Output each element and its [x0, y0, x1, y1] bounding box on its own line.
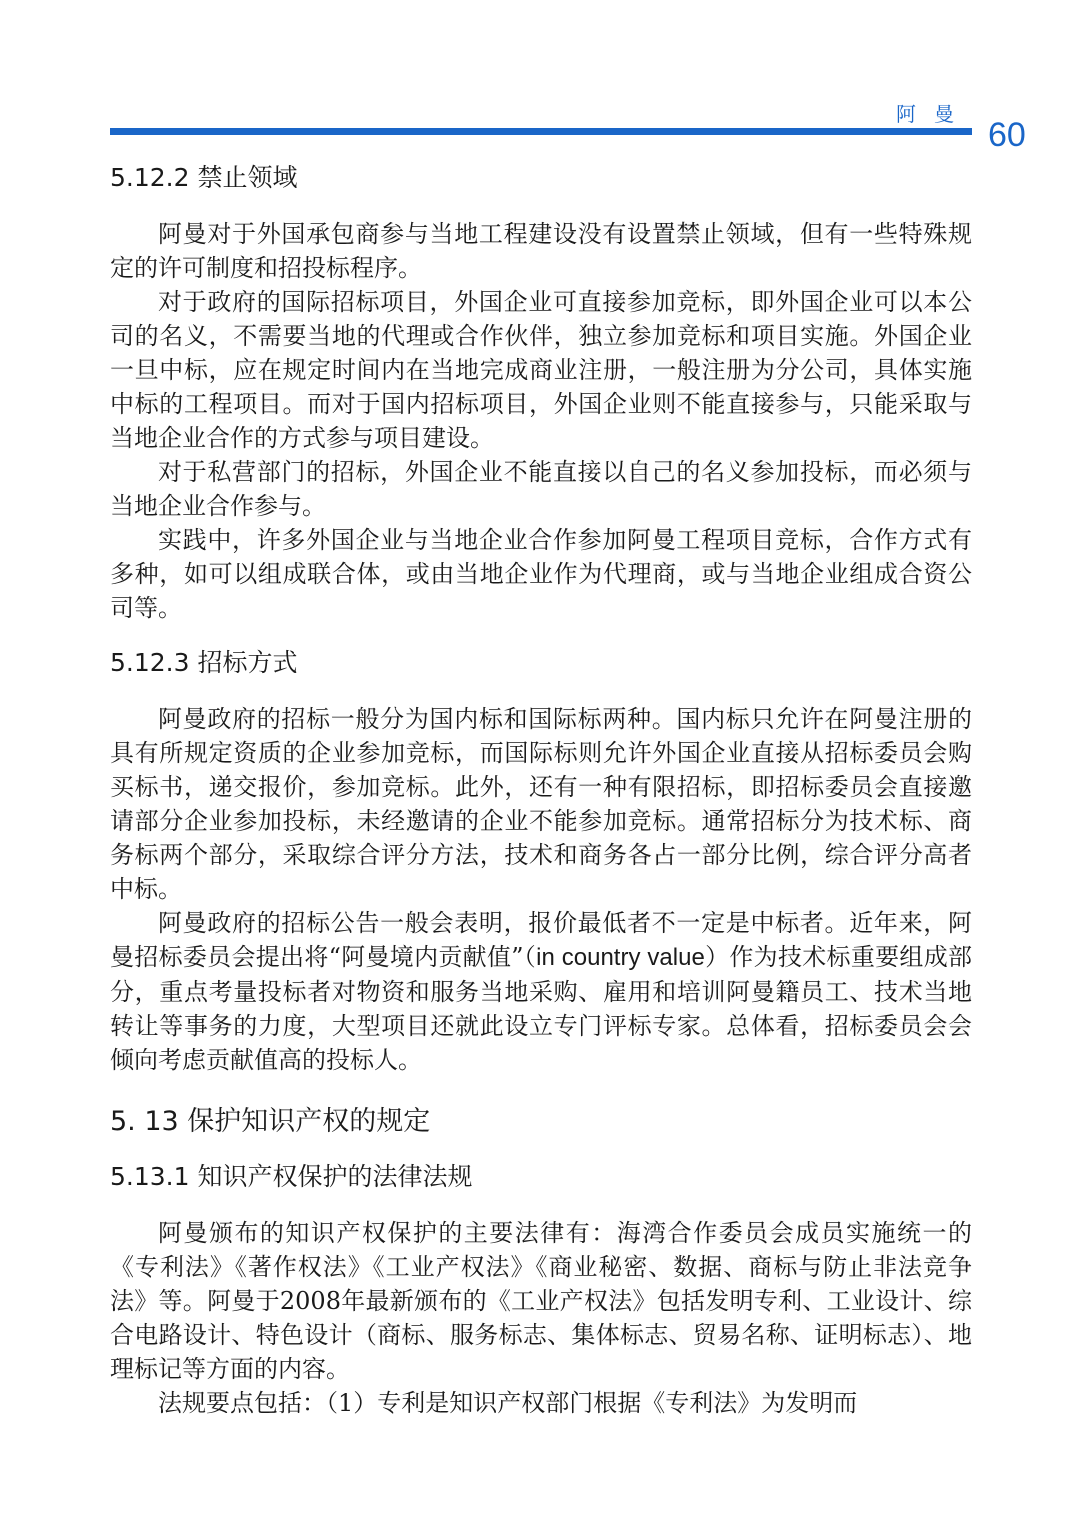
paragraph: 法规要点包括：（1）专利是知识产权部门根据《专利法》为发明而	[158, 1388, 858, 1417]
paragraph-latin-term: in country value	[536, 944, 705, 971]
paragraph: 阿曼政府的招标一般分为国内标和国际标两种。国内标只允许在阿曼注册的具有所规定资质的企业参加竞标，而国际标则允许外国企业直接从招标委员会购买标书，递交报价，参加竞标。此外，还有一种有限招标，即招标委员会直接邀请部分企业参加投标，未经邀请的企业不能参加竞标。通常招标分为技术标、商务标两个部分，采取综合评分方法，技术和商务各占一部分比例，综合评分高者中标。	[110, 705, 972, 903]
paragraph: 阿曼颁布的知识产权保护的主要法律有：海湾合作委员会成员实施统一的《专利法》《著作权法》《工业产权法》《商业秘密、数据、商标与防止非法竞争法》等。阿曼于2008年最新颁布的《工业产权法》包括发明专利、工业设计、综合电路设计、特色设计（商标、服务标志、集体标志、贸易名称、证明标志）、地理标记等方面的内容。	[110, 1218, 972, 1383]
paragraph: 阿曼对于外国承包商参与当地工程建设没有设置禁止领域，但有一些特殊规定的许可制度和招投标程序。	[110, 220, 972, 282]
header-country: 阿曼	[896, 102, 972, 126]
paragraph	[110, 906, 972, 1077]
header-rule	[110, 128, 972, 135]
paragraph-text: 阿曼政府的招标公告一般会表明，报价最低者不一定是中标者。近年来，阿曼招标委员会提出将“阿曼境内贡献值”（	[110, 909, 972, 971]
heading-5-12-2: 5.12.2 禁止领域	[110, 163, 298, 192]
paragraph-text: ）作为技术标重要组成部分，重点考量投标者对物资和服务当地采购、雇用和培训阿曼籍员工、技术当地转让等事务的力度，大型项目还就此设立专门评标专家。总体看，招标委员会会倾向考虑贡献值高的投标人。	[110, 943, 973, 1074]
heading-5-13: 5. 13 保护知识产权的规定	[110, 1106, 431, 1137]
paragraph: 实践中，许多外国企业与当地企业合作参加阿曼工程项目竞标，合作方式有多种，如可以组成联合体，或由当地企业作为代理商，或与当地企业组成合资公司等。	[110, 526, 972, 622]
page-content	[110, 152, 972, 1420]
heading-5-12-3: 5.12.3 招标方式	[110, 648, 298, 677]
page-number: 60	[988, 116, 1026, 154]
paragraph: 对于政府的国际招标项目，外国企业可直接参加竞标，即外国企业可以本公司的名义，不需要当地的代理或合作伙伴，独立参加竞标和项目实施。外国企业一旦中标，应在规定时间内在当地完成商业注册，一般注册为分公司，具体实施中标的工程项目。而对于国内招标项目，外国企业则不能直接参与，只能采取与当地企业合作的方式参与项目建设。	[110, 288, 972, 452]
paragraph: 对于私营部门的招标，外国企业不能直接以自己的名义参加投标，而必须与当地企业合作参与。	[110, 458, 972, 520]
heading-5-13-1: 5.13.1 知识产权保护的法律法规	[110, 1161, 473, 1191]
